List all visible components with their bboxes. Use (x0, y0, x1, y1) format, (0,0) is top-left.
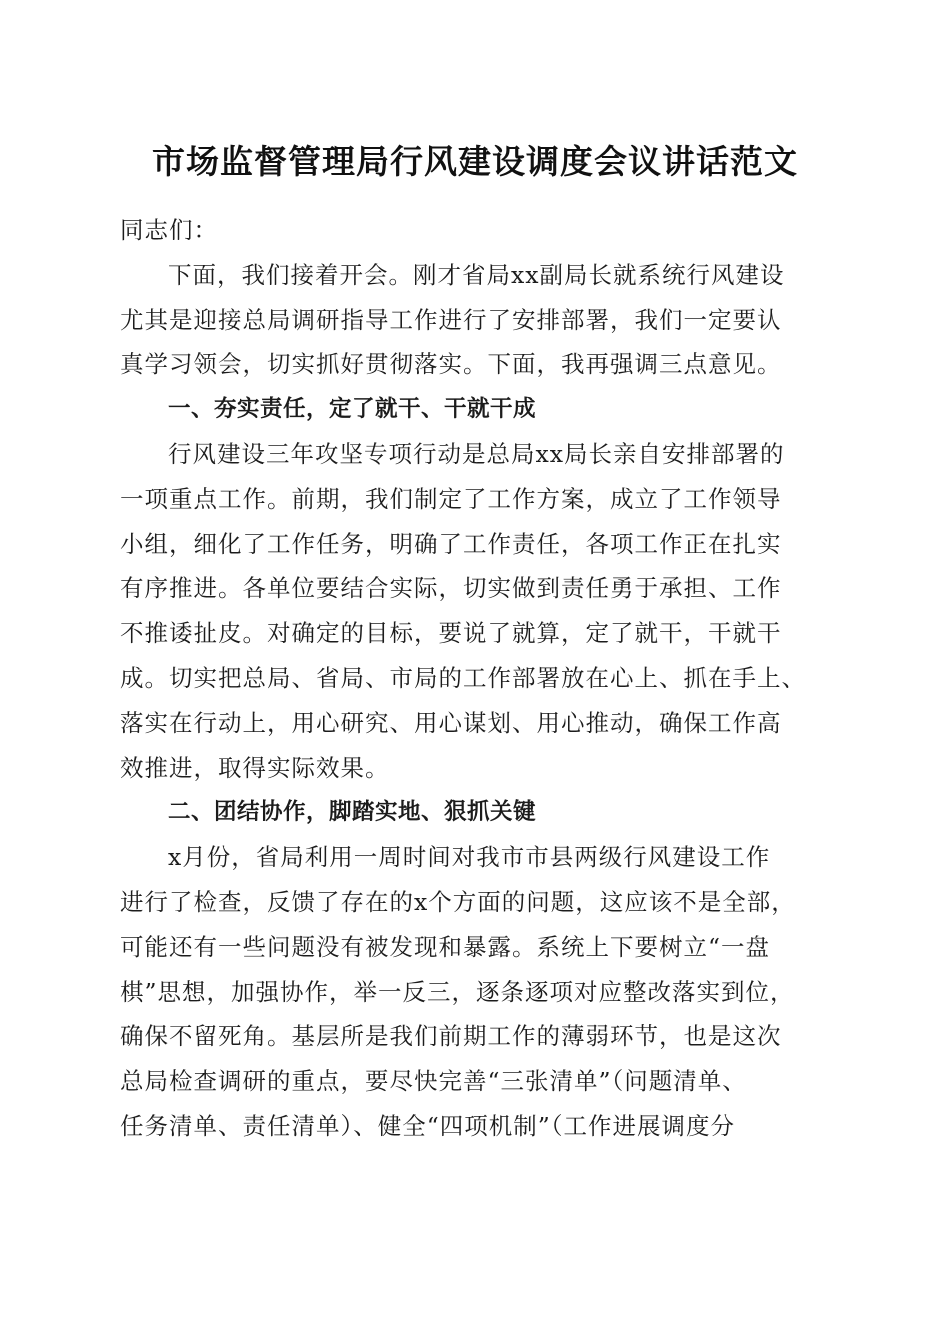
paragraph-line: 真学习领会，切实抓好贯彻落实。下面，我再强调三点意见。 (120, 350, 782, 379)
paragraph-line: 下面，我们接着开会。刚才省局xx副局长就系统行风建设 (168, 260, 785, 289)
paragraph-line: 一项重点工作。前期，我们制定了工作方案，成立了工作领导 (120, 484, 782, 513)
paragraph-line: 不推诿扯皮。对确定的目标，要说了就算，定了就干，干就干 (120, 619, 782, 648)
paragraph-line: 成。切实把总局、省局、市局的工作部署放在心上、抓在手上、 (120, 663, 806, 692)
document-title: 市场监督管理局行风建设调度会议讲话范文 (152, 142, 798, 181)
section-heading-1: 一、夯实责任，定了就干、干就干成 (168, 396, 537, 423)
paragraph-line: 确保不留死角。基层所是我们前期工作的薄弱环节，也是这次 (120, 1022, 782, 1051)
paragraph-line: 棋”思想，加强协作，举一反三，逐条逐项对应整改落实到位， (120, 977, 795, 1006)
document-body (120, 208, 840, 1149)
section-heading-2: 二、团结协作，脚踏实地、狠抓关键 (168, 799, 537, 826)
paragraph-line: 可能还有一些问题没有被发现和暴露。系统上下要树立“一盘 (120, 932, 771, 961)
paragraph-line: 尤其是迎接总局调研指导工作进行了安排部署，我们一定要认 (120, 305, 782, 334)
paragraph-line: 落实在行动上，用心研究、用心谋划、用心推动，确保工作高 (120, 708, 782, 737)
paragraph-line: 进行了检查，反馈了存在的x个方面的问题，这应该不是全部， (120, 887, 796, 916)
salutation-line: 同志们： (120, 216, 218, 244)
paragraph-line: 小组，细化了工作任务，明确了工作责任，各项工作正在扎实 (120, 529, 782, 558)
paragraph-line: 有序推进。各单位要结合实际，切实做到责任勇于承担、工作 (120, 574, 782, 603)
paragraph-line: 总局检查调研的重点，要尽快完善“三张清单”（问题清单、 (120, 1067, 747, 1096)
paragraph-line: 行风建设三年攻坚专项行动是总局xx局长亲自安排部署的 (168, 439, 785, 468)
paragraph-line: 效推进，取得实际效果。 (120, 753, 390, 782)
paragraph-line: x月份，省局利用一周时间对我市市县两级行风建设工作 (168, 843, 771, 872)
paragraph-line: 任务清单、责任清单）、健全“四项机制”（工作进展调度分 (120, 1111, 736, 1140)
